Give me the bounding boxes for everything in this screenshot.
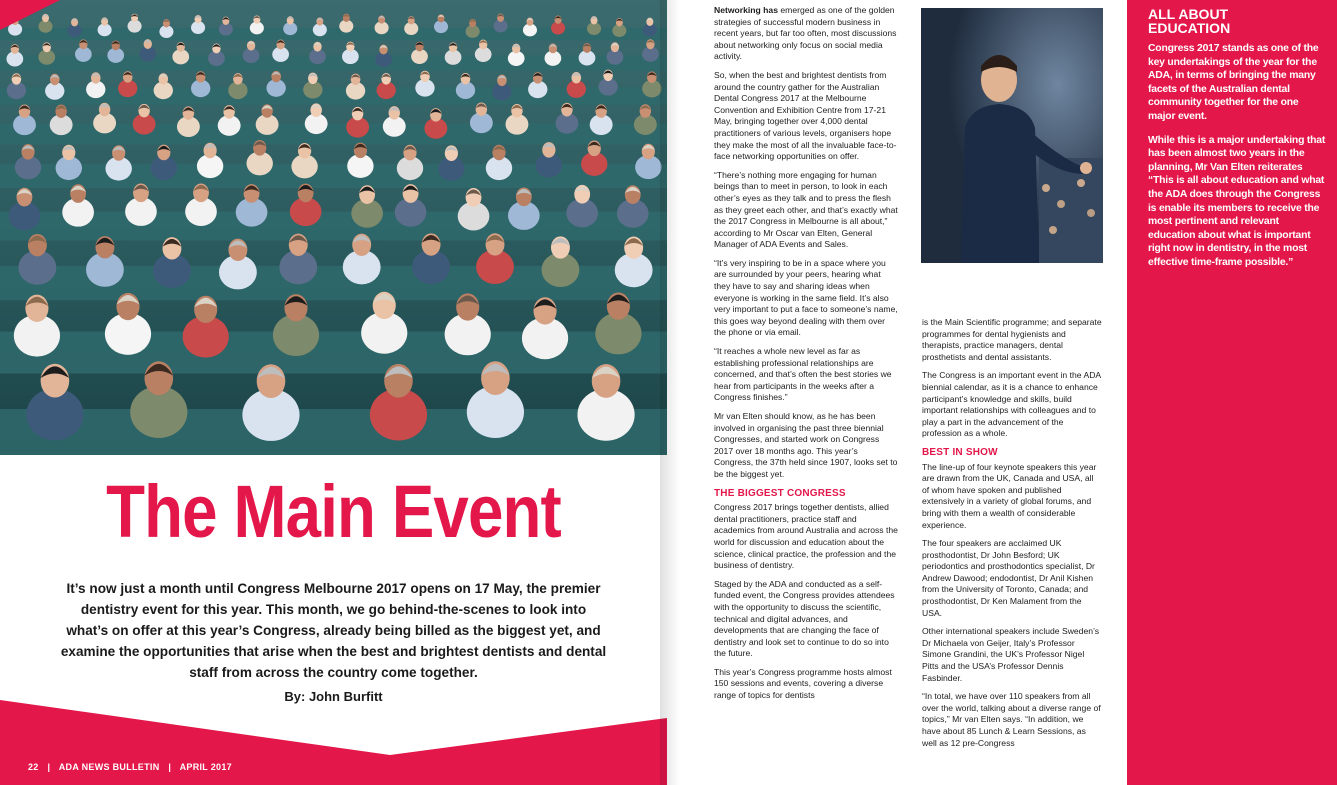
speaker-photo: [921, 8, 1103, 263]
paragraph: The line-up of four keynote speakers this year are drawn from the UK, Canada and USA, all of whom have spoken and published extensively in a variety of global forums, and bring with them a wealth of considerable experience.: [922, 461, 1097, 530]
article-intro: It’s now just a month until Congress Melbourne 2017 opens on 17 May, the premier dentistry event for this year. This month, we go behind-the-scenes to look into what’s on offer at this year’s Congress, already being billed as the biggest yet, and examine the opportunities that arise when the best and brightest dentists and dental staff from across the country come together.: [60, 581, 607, 680]
sidebar-body: [1148, 42, 1328, 280]
paragraph: “In total, we have over 110 speakers from all over the world, talking about a diverse range of topics,” Mr van Elten says. “In addition, we have about 85 Lunch & Learn Sessions, as well as 12 pre-Congress: [922, 691, 1101, 748]
article-column-1: [714, 5, 899, 709]
paragraph: “It reaches a whole new level as far as establishing professional relationships are concerned, and that’s often the best stories we hear from participants in the weeks after a Congress finishes.”: [714, 346, 892, 403]
article-column-2: [922, 317, 1102, 756]
paragraph: Staged by the ADA and conducted as a self-funded event, the Congress provides attendees with the opportunity to discuss the scientific, technical and digital advances, and developments that are changing the face of dentistry and look set to continue to do so into the future.: [714, 578, 895, 659]
paragraph: This year’s Congress programme hosts almost 150 sessions and events, covering a diverse range of topics for dentists: [714, 666, 892, 701]
footer-separator: |: [168, 762, 172, 772]
paragraph: Congress 2017 brings together dentists, allied dental practitioners, practice staff and academics from around Australia and across the world for discussion and education about the science, clinical practice, the profession and the business of dentistry.: [714, 502, 898, 571]
sidebar-paragraph: Congress 2017 stands as one of the key undertakings of the year for the ADA, in terms of bringing the many facets of the Australian dental community together for the one major event.: [1148, 43, 1319, 122]
left-page: [0, 0, 667, 785]
issue-date: APRIL 2017: [179, 762, 232, 772]
paragraph: The Congress is an important event in the ADA biennial calendar, as it is a chance to enhance participant’s knowledge and skills, build important relationships with colleagues and to play a part in the advancement of the profession as a whole.: [922, 370, 1101, 439]
paragraph: Other international speakers include Sweden’s Dr Michaela von Geijer, Italy’s Professor Simone Grandini, the UK’s Professor Nigel Pitts and the USA’s Professor Dennis Fasbinder.: [922, 626, 1100, 683]
sidebar-box: [1127, 0, 1337, 785]
paragraph: is the Main Scientific programme; and separate programmes for dental hygienists and therapists, practice managers, dental prosthetists and dental assistants.: [922, 317, 1102, 362]
footer-separator: |: [47, 762, 51, 772]
page-gutter: [660, 0, 680, 785]
audience-photo: [0, 0, 667, 455]
page-footer: [28, 762, 238, 772]
paragraph: Mr van Elten should know, as he has been involved in organising the past three biennial Congresses, and started work on Congress 2017 over 18 months ago. This year’s Congress, the 37th held since 1907, looks set to be the biggest yet.: [714, 411, 898, 479]
subheading-best-in-show: BEST IN SHOW: [922, 446, 998, 458]
paragraph: [714, 5, 899, 63]
right-page: [680, 0, 1337, 785]
sidebar-title: [1148, 7, 1328, 35]
footer-band: [0, 700, 667, 785]
paragraph: “It’s very inspiring to be in a space where you are surrounded by your peers, hearing what they have to say and sharing ideas when everyone is working in the same field. It’s also very important to put a face to someone’s name, this goes way beyond dealing with them over the phone or via email.: [714, 257, 898, 338]
paragraph-text: emerged as one of the golden strategies of successful modern business in recent years, but far too often, most discussions about networking only focus on social media activity.: [714, 5, 897, 62]
sidebar-title-line: EDUCATION: [1148, 20, 1231, 36]
sidebar-paragraph: While this is a major undertaking that has been almost two years in the planning, Mr Van Elten reiterates “This is all about education and what the ADA does through the Congress is enable its members to receive the most pertinent and relevant education about what is important right now in dentistry, in the most effective time-frame possible.”: [1148, 134, 1326, 268]
article-title: The Main Event: [106, 470, 561, 553]
publication-name: ADA NEWS BULLETIN: [58, 762, 160, 772]
paragraph: So, when the best and brightest dentists from around the country gather for the Australian Dental Congress 2017 at the Melbourne Convention and Exhibition Centre from 17-21 May, bringing together over 4,000 dental practitioners of various levels, organisers hope they make the most of all the invaluable face-to-face networking opportunities on offer.: [714, 69, 897, 162]
paragraph: The four speakers are acclaimed UK prosthodontist, Dr John Besford; UK periodontics and prosthodontics specialist, Dr Andrew Dawood; endodontist, Dr Anil Kishen from the University of Toronto, Canada; and prosthodontist, Dr Ken Malament from the USA.: [922, 538, 1095, 618]
page-number: 22: [28, 762, 39, 772]
subheading-biggest-congress: THE BIGGEST CONGRESS: [714, 487, 846, 499]
paragraph: “There’s nothing more engaging for human beings than to meet in person, to look in each other’s eyes as they talk and to press the flesh as they greet each other, and that’s exactly what the 2017 Congress in Melbourne is all about,” according to Mr Oscar van Elten, General Manager of ADA Events and Sales.: [714, 169, 898, 250]
sidebar-title-line: ALL ABOUT: [1148, 6, 1229, 22]
lead-in: Networking has: [714, 5, 778, 15]
article-byline: By: John Burfitt: [284, 689, 383, 704]
